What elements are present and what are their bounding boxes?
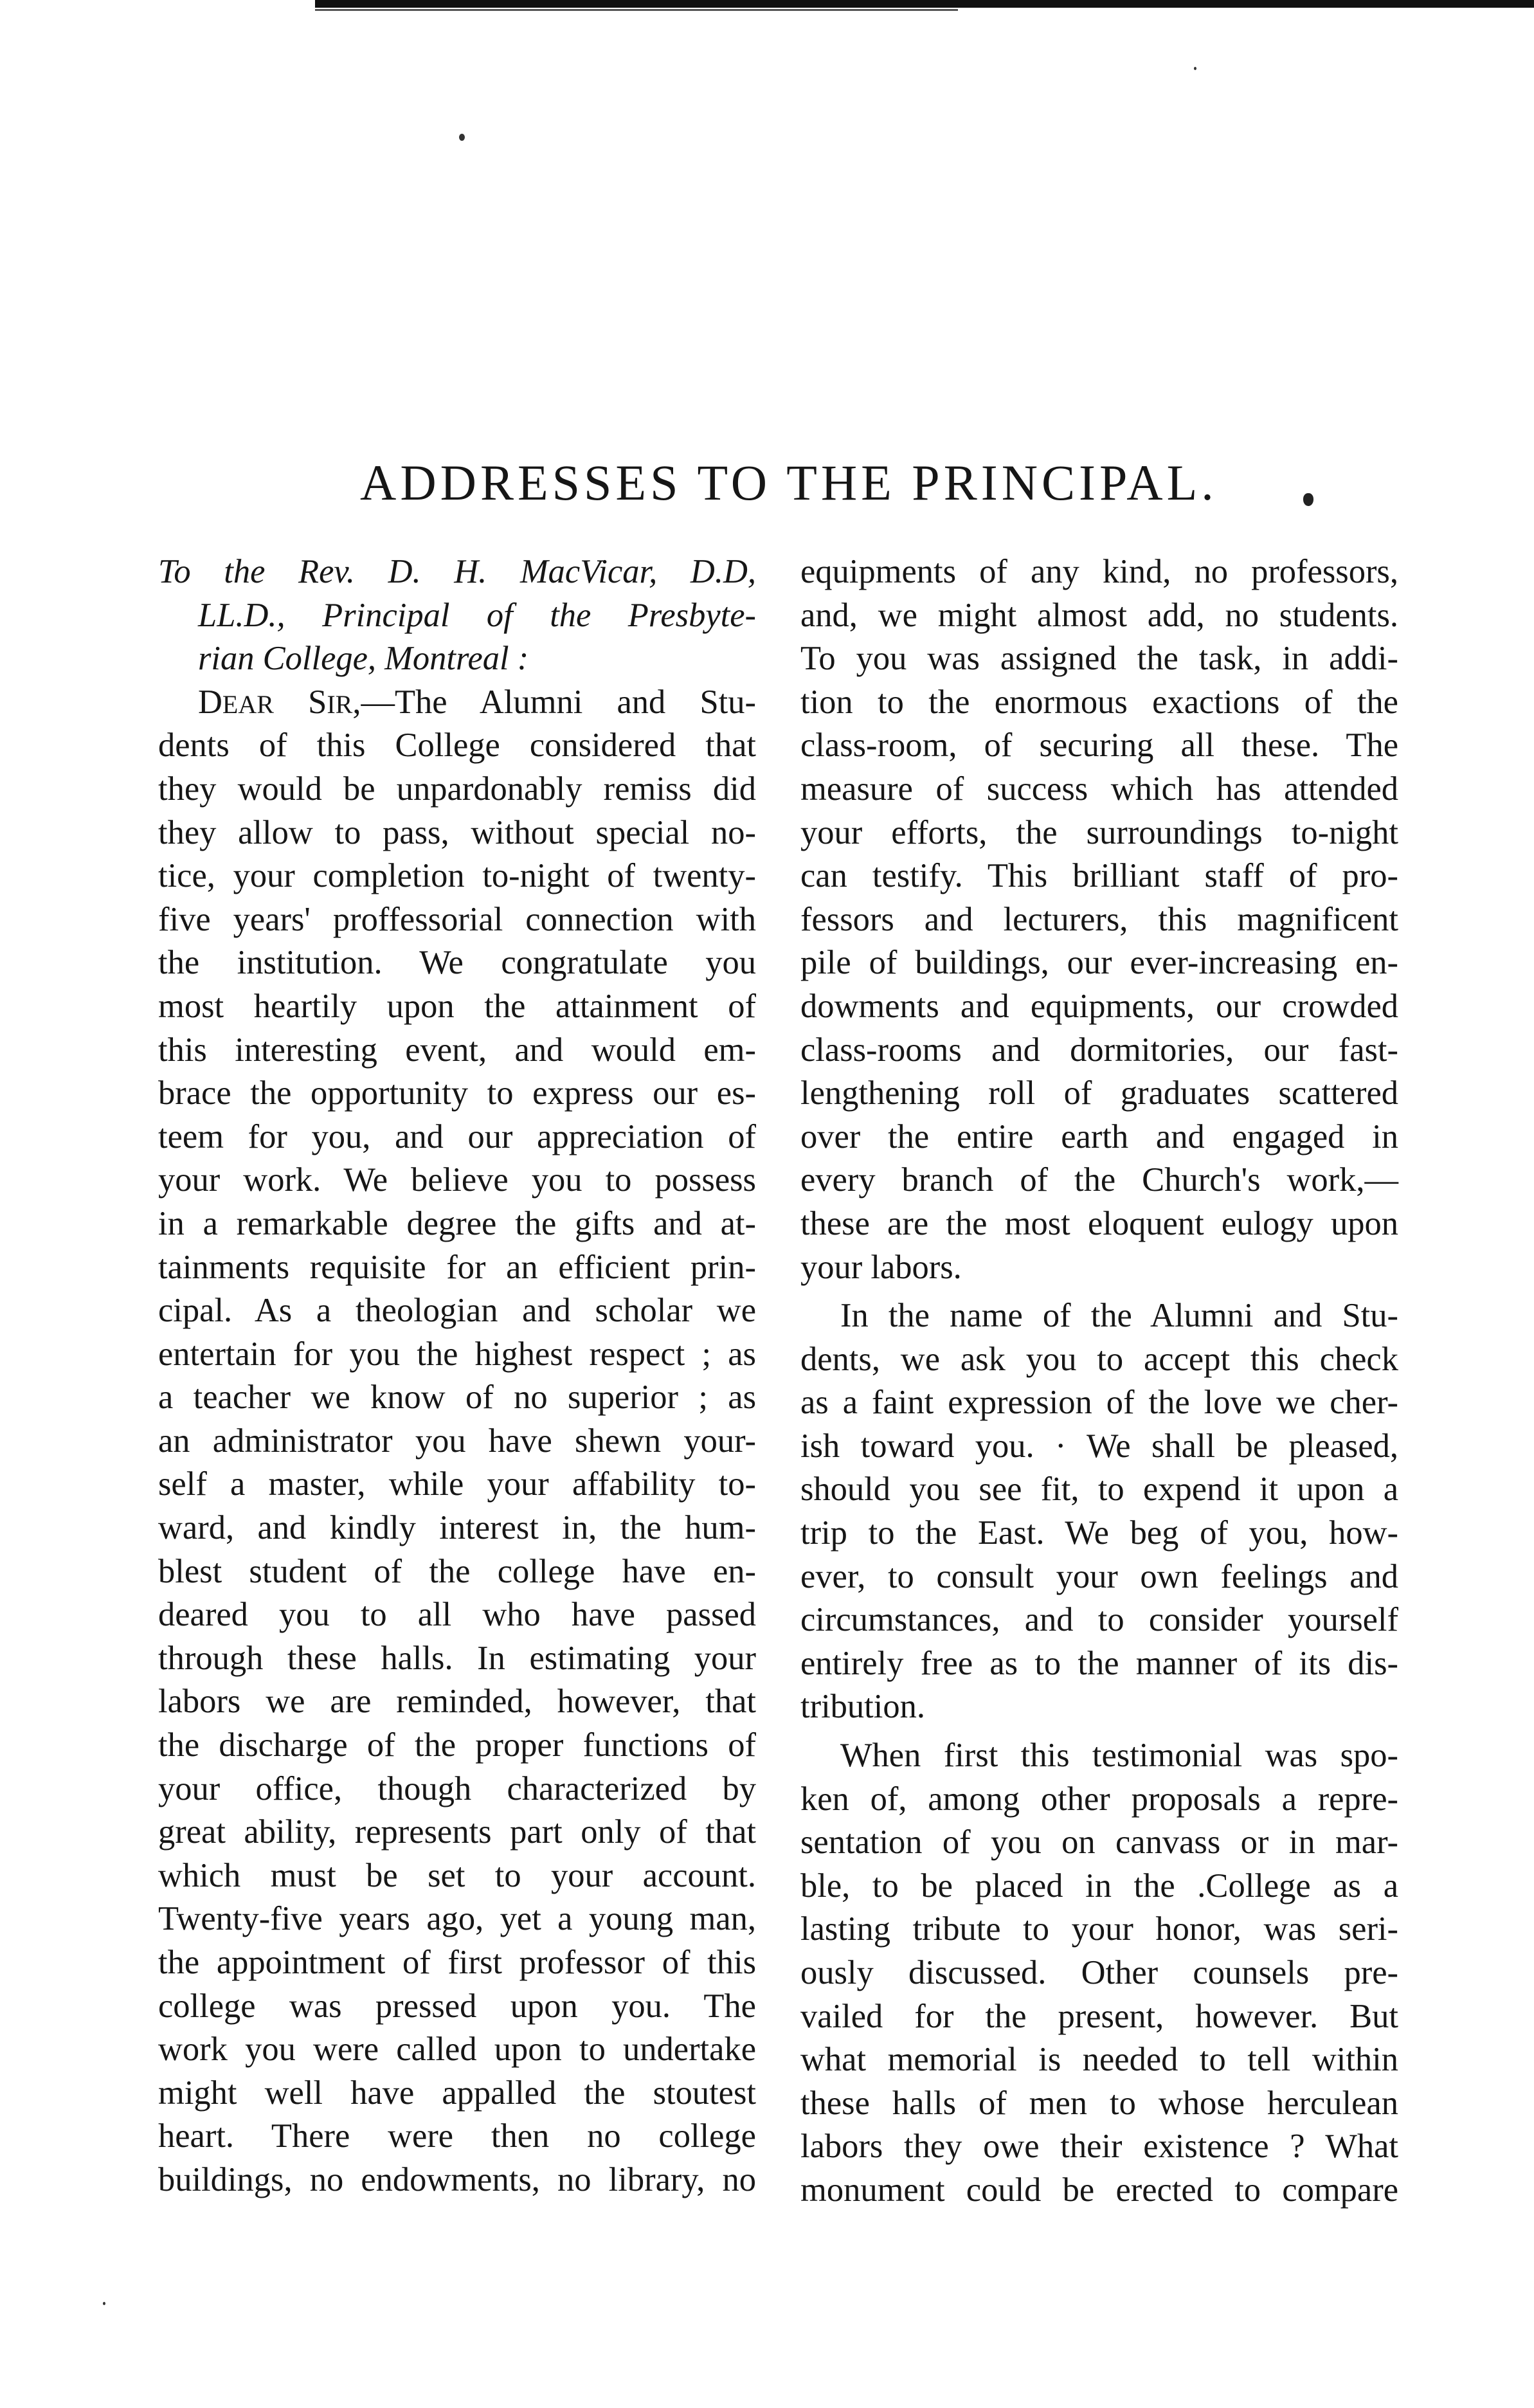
left-column (158, 550, 756, 2202)
text-line: dowments and equipments, our crowded (800, 987, 1398, 1025)
text-line: In the name of the Alumni and Stu- (840, 1297, 1398, 1335)
text-line: brace the opportunity to express our es- (158, 1074, 756, 1112)
text-line: might well have appalled the stoutest (158, 2074, 756, 2112)
text-line: your office, though characterized by (158, 1770, 756, 1807)
right-column (800, 550, 1398, 2213)
text-line: college was pressed upon you. The (158, 1987, 756, 2025)
text-line: this interesting event, and would em- (158, 1031, 756, 1069)
text-line: in a remarkable degree the gifts and at- (158, 1204, 756, 1242)
title-ornament-dot (1303, 493, 1313, 506)
text-line: labors we are reminded, however, that (158, 1683, 756, 1721)
text-line: should you see fit, to expend it upon a (800, 1471, 1398, 1508)
text-line: work you were called upon to undertake (158, 2031, 756, 2069)
text-line: the appointment of first professor of this (158, 1944, 756, 1981)
text-line: pile of buildings, our ever-increasing en- (800, 944, 1398, 982)
text-line: and, we might almost add, no students. (800, 596, 1398, 634)
text-line: great ability, represents part only of that (158, 1813, 756, 1851)
text-line: most heartily upon the attainment of (158, 987, 756, 1025)
text-line: buildings, no endowments, no library, no (158, 2160, 756, 2198)
text-line: ble, to be placed in the .College as a (800, 1867, 1398, 1905)
text-line: Twenty-five years ago, yet a young man, (158, 1900, 756, 1938)
text-line: lasting tribute to your honor, was seri- (800, 1910, 1398, 1948)
text-line: these are the most eloquent eulogy upon (800, 1204, 1398, 1242)
text-line: your labors. (800, 1248, 962, 1286)
text-line: tice, your completion to-night of twenty- (158, 857, 756, 895)
paragraph-gap (800, 1289, 1398, 1294)
salutation-line: LL.D., Principal of the Presbyte- (198, 596, 756, 634)
text-line: your efforts, the surroundings to-night (800, 813, 1398, 851)
text-line: teem for you, and our appreciation of (158, 1118, 756, 1155)
salutation-line: To the Rev. D. H. MacVicar, D.D, (158, 553, 756, 590)
text-line: ward, and kindly interest in, the hum- (158, 1509, 756, 1547)
text-line: lengthening roll of graduates scattered (800, 1074, 1398, 1112)
top-border-rule-thin (315, 9, 958, 11)
text-line: what memorial is needed to tell within (800, 2041, 1398, 2079)
paragraph-first-line: DEAR SIR,—The Alumni and Stu- (198, 683, 757, 721)
text-line: a teacher we know of no superior ; as (158, 1379, 756, 1417)
text-line: When first this testimonial was spo- (840, 1737, 1398, 1775)
text-line: class-room, of securing all these. The (800, 727, 1398, 765)
text-line: sentation of you on canvass or in mar- (800, 1824, 1398, 1861)
scan-speck (103, 2302, 105, 2305)
text-line: tainments requisite for an efficient prin- (158, 1248, 756, 1286)
text-line: deared you to all who have passed (158, 1596, 756, 1634)
text-line: an administrator you have shewn your- (158, 1422, 756, 1460)
scan-speck (1194, 67, 1196, 70)
text-line: entirely free as to the manner of its dis- (800, 1644, 1398, 1682)
text-line: circumstances, and to consider yourself (800, 1601, 1398, 1639)
text-line: which must be set to your account. (158, 1856, 756, 1894)
text-line: as a faint expression of the love we cher- (800, 1384, 1398, 1422)
text-line: over the entire earth and engaged in (800, 1118, 1398, 1155)
text-line: your work. We believe you to possess (158, 1161, 756, 1199)
text-line: measure of success which has attended (800, 770, 1398, 808)
text-line: To you was assigned the task, in addi- (800, 640, 1398, 678)
text-line: fessors and lecturers, this magnificent (800, 900, 1398, 938)
top-border-rule (315, 0, 1534, 8)
text-line: trip to the East. We beg of you, how- (800, 1514, 1398, 1552)
text-line: tion to the enormous exactions of the (800, 683, 1398, 721)
text-line: every branch of the Church's work,— (800, 1161, 1398, 1199)
text-line: heart. There were then no college (158, 2117, 756, 2155)
text-line: cipal. As a theologian and scholar we (158, 1292, 756, 1330)
salutation-line: rian College, Montreal : (198, 640, 529, 678)
text-line: through these halls. In estimating your (158, 1639, 756, 1677)
text-line: labors they owe their existence ? What (800, 2128, 1398, 2166)
text-line: entertain for you the highest respect ; as (158, 1335, 756, 1373)
text-line: self a master, while your affability to- (158, 1465, 756, 1503)
text-line: dents of this College considered that (158, 727, 756, 765)
text-line: blest student of the college have en- (158, 1552, 756, 1590)
text-line: ever, to consult your own feelings and (800, 1557, 1398, 1595)
text-line: ken of, among other proposals a repre- (800, 1780, 1398, 1818)
text-line: they would be unpardonably remiss did (158, 770, 756, 808)
text-line: class-rooms and dormitories, our fast- (800, 1031, 1398, 1069)
text-line: vailed for the present, however. But (800, 1997, 1398, 2035)
text-line: tribution. (800, 1688, 925, 1726)
text-line: dents, we ask you to accept this check (800, 1340, 1398, 1378)
scan-speck (459, 134, 465, 141)
text-line: equipments of any kind, no professors, (800, 553, 1398, 590)
paragraph-gap (800, 1729, 1398, 1734)
text-line: the discharge of the proper functions of (158, 1726, 756, 1764)
text-line: these halls of men to whose herculean (800, 2084, 1398, 2122)
text-line: ish toward you. · We shall be pleased, (800, 1427, 1398, 1465)
text-line: monument could be erected to compare (800, 2171, 1398, 2209)
text-line: can testify. This brilliant staff of pro- (800, 857, 1398, 895)
text-line: the institution. We congratulate you (158, 944, 756, 982)
text-line: they allow to pass, without special no- (158, 813, 756, 851)
text-line: five years' proffessorial connection with (158, 900, 756, 938)
text-line: ously discussed. Other counsels pre- (800, 1954, 1398, 1991)
page-title: ADDRESSES TO THE PRINCIPAL. (360, 455, 1218, 511)
